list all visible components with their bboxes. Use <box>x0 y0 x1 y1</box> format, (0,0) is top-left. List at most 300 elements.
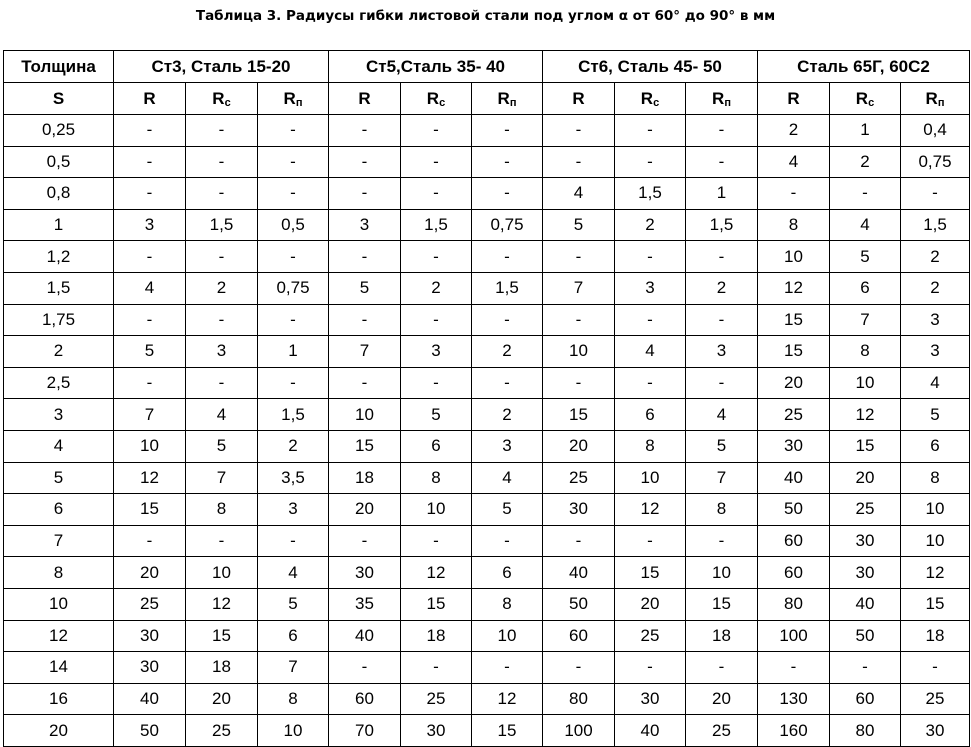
radius-cell: - <box>401 115 472 147</box>
radius-cell: - <box>472 241 543 273</box>
radius-cell: 6 <box>472 557 543 589</box>
thickness-cell: 5 <box>4 462 114 494</box>
radius-cell: 5 <box>186 430 258 462</box>
radius-cell: 12 <box>758 272 830 304</box>
radius-cell: - <box>472 304 543 336</box>
radius-cell: 80 <box>830 715 901 747</box>
radius-cell: 1,5 <box>472 272 543 304</box>
radius-cell: - <box>686 367 758 399</box>
radius-cell: - <box>615 115 686 147</box>
radius-cell: - <box>401 367 472 399</box>
radius-cell: 40 <box>329 620 401 652</box>
radius-cell: 6 <box>615 399 686 431</box>
radius-cell: - <box>329 304 401 336</box>
radius-cell: 100 <box>543 715 615 747</box>
radius-cell: 30 <box>830 525 901 557</box>
header-col-subscript: п <box>937 96 945 109</box>
header-col-base: R <box>426 88 440 108</box>
radius-cell: - <box>258 241 329 273</box>
radius-cell: 12 <box>615 494 686 526</box>
header-col-base: R <box>855 88 869 108</box>
radius-cell: - <box>401 304 472 336</box>
header-group-st6: Ст6, Сталь 45- 50 <box>543 51 758 83</box>
radius-cell: 0,4 <box>901 115 970 147</box>
radius-cell: 7 <box>543 272 615 304</box>
radius-cell: - <box>329 367 401 399</box>
radius-cell: 1,5 <box>401 209 472 241</box>
thickness-cell: 1,5 <box>4 272 114 304</box>
radius-cell: - <box>329 115 401 147</box>
radius-cell: 7 <box>258 652 329 684</box>
radius-cell: 100 <box>758 620 830 652</box>
radius-cell: 20 <box>186 683 258 715</box>
radius-cell: 3 <box>615 272 686 304</box>
radius-cell: 40 <box>830 588 901 620</box>
radius-cell: - <box>258 304 329 336</box>
radius-cell: 5 <box>258 588 329 620</box>
radius-cell: 60 <box>830 683 901 715</box>
thickness-cell: 2 <box>4 336 114 368</box>
radius-cell: 3 <box>472 430 543 462</box>
radius-cell: 1 <box>258 336 329 368</box>
radius-cell: - <box>186 178 258 210</box>
header-col-r <box>329 83 401 115</box>
table-row <box>4 620 970 652</box>
radius-cell: 6 <box>258 620 329 652</box>
radius-cell: 10 <box>615 462 686 494</box>
radius-cell: 4 <box>686 399 758 431</box>
radius-cell: - <box>186 304 258 336</box>
radius-cell: - <box>543 304 615 336</box>
radius-cell: - <box>758 178 830 210</box>
radius-cell: 15 <box>615 557 686 589</box>
radius-cell: 10 <box>901 494 970 526</box>
header-col-subscript: с <box>224 96 231 109</box>
table-row <box>4 525 970 557</box>
radius-cell: 25 <box>758 399 830 431</box>
header-col-rp <box>901 83 970 115</box>
radius-cell: 20 <box>758 367 830 399</box>
radius-cell: 18 <box>686 620 758 652</box>
radius-cell: 50 <box>543 588 615 620</box>
radius-cell: 6 <box>901 430 970 462</box>
radius-cell: 40 <box>114 683 186 715</box>
radius-cell: 12 <box>472 683 543 715</box>
radius-cell: - <box>543 241 615 273</box>
thickness-cell: 14 <box>4 652 114 684</box>
table-row <box>4 241 970 273</box>
table-row <box>4 430 970 462</box>
table-row <box>4 462 970 494</box>
radius-cell: 5 <box>329 272 401 304</box>
header-col-subscript: с <box>439 96 446 109</box>
radius-cell: 7 <box>686 462 758 494</box>
radius-cell: - <box>472 525 543 557</box>
header-col-rc <box>186 83 258 115</box>
header-col-r <box>114 83 186 115</box>
radius-cell: 25 <box>615 620 686 652</box>
radius-cell: 15 <box>401 588 472 620</box>
radius-cell: 10 <box>830 367 901 399</box>
radius-cell: 10 <box>686 557 758 589</box>
radius-cell: 2 <box>258 430 329 462</box>
table-row <box>4 652 970 684</box>
radius-cell: - <box>114 115 186 147</box>
radius-cell: - <box>329 525 401 557</box>
radius-cell: 18 <box>901 620 970 652</box>
table-row <box>4 146 970 178</box>
radius-cell: 15 <box>830 430 901 462</box>
radius-cell: - <box>686 304 758 336</box>
header-col-rp <box>258 83 329 115</box>
radius-cell: 30 <box>615 683 686 715</box>
radius-cell: 2 <box>830 146 901 178</box>
radius-cell: 0,75 <box>901 146 970 178</box>
table-row <box>4 304 970 336</box>
radius-cell: 8 <box>686 494 758 526</box>
thickness-cell: 12 <box>4 620 114 652</box>
radius-cell: 18 <box>401 620 472 652</box>
header-group-st5: Ст5,Сталь 35- 40 <box>329 51 543 83</box>
radius-cell: 160 <box>758 715 830 747</box>
radius-cell: 15 <box>758 304 830 336</box>
radius-cell: - <box>186 525 258 557</box>
header-col-base: R <box>787 88 800 108</box>
radius-cell: 7 <box>186 462 258 494</box>
header-group-st3: Ст3, Сталь 15-20 <box>114 51 329 83</box>
radius-cell: 40 <box>758 462 830 494</box>
header-col-subscript: п <box>295 96 303 109</box>
thickness-cell: 2,5 <box>4 367 114 399</box>
header-col-subscript: с <box>868 96 875 109</box>
header-col-r <box>543 83 615 115</box>
table-caption: Таблица 3. Радиусы гибки листовой стали под углом α от 60° до 90° в мм <box>195 8 776 24</box>
radius-cell: 15 <box>186 620 258 652</box>
radius-cell: 3 <box>686 336 758 368</box>
radius-cell: 1,5 <box>258 399 329 431</box>
radius-cell: 5 <box>114 336 186 368</box>
radius-cell: 30 <box>114 652 186 684</box>
radius-cell: 6 <box>401 430 472 462</box>
radius-cell: - <box>901 652 970 684</box>
radius-cell: 3 <box>901 336 970 368</box>
table-row <box>4 272 970 304</box>
thickness-cell: 4 <box>4 430 114 462</box>
header-col-base: R <box>497 88 510 108</box>
thickness-cell: 20 <box>4 715 114 747</box>
radius-cell: 4 <box>830 209 901 241</box>
radius-cell: 15 <box>686 588 758 620</box>
radius-cell: - <box>114 178 186 210</box>
radius-cell: - <box>401 652 472 684</box>
radius-cell: 25 <box>901 683 970 715</box>
radius-cell: 2 <box>901 241 970 273</box>
radius-cell: 4 <box>114 272 186 304</box>
radius-cell: 20 <box>543 430 615 462</box>
radius-cell: - <box>114 304 186 336</box>
header-col-subscript: с <box>653 96 660 109</box>
header-col-base: R <box>640 88 654 108</box>
header-thickness: Толщина <box>4 51 114 83</box>
radius-cell: 60 <box>329 683 401 715</box>
radius-cell: 3 <box>401 336 472 368</box>
radius-cell: 3 <box>901 304 970 336</box>
radius-cell: - <box>543 115 615 147</box>
radius-cell: 20 <box>686 683 758 715</box>
table-row <box>4 209 970 241</box>
radius-cell: - <box>543 525 615 557</box>
radius-cell: 25 <box>186 715 258 747</box>
thickness-cell: 1 <box>4 209 114 241</box>
thickness-cell: 8 <box>4 557 114 589</box>
radius-cell: - <box>186 146 258 178</box>
radius-cell: 4 <box>543 178 615 210</box>
radius-cell: 3,5 <box>258 462 329 494</box>
radius-cell: 12 <box>830 399 901 431</box>
radius-cell: 4 <box>901 367 970 399</box>
radius-cell: 8 <box>758 209 830 241</box>
radius-cell: - <box>830 652 901 684</box>
table-row <box>4 115 970 147</box>
header-col-subscript: п <box>509 96 517 109</box>
radius-cell: 10 <box>329 399 401 431</box>
radius-cell: 3 <box>114 209 186 241</box>
table-row <box>4 557 970 589</box>
header-group-65g: Сталь 65Г, 60С2 <box>758 51 970 83</box>
radius-cell: 2 <box>472 399 543 431</box>
radius-cell: 80 <box>758 588 830 620</box>
radius-cell: 2 <box>758 115 830 147</box>
radius-cell: 20 <box>329 494 401 526</box>
radius-cell: 5 <box>543 209 615 241</box>
radius-cell: 10 <box>401 494 472 526</box>
radius-cell: 40 <box>543 557 615 589</box>
radius-cell: - <box>114 146 186 178</box>
table-row <box>4 399 970 431</box>
bend-radius-table <box>3 50 970 747</box>
radius-cell: - <box>401 241 472 273</box>
radius-cell: - <box>472 178 543 210</box>
radius-cell: 35 <box>329 588 401 620</box>
header-s: S <box>4 83 114 115</box>
thickness-cell: 10 <box>4 588 114 620</box>
radius-cell: 3 <box>258 494 329 526</box>
radius-cell: - <box>329 652 401 684</box>
radius-cell: 12 <box>901 557 970 589</box>
radius-cell: 25 <box>830 494 901 526</box>
radius-cell: - <box>686 115 758 147</box>
radius-cell: 8 <box>901 462 970 494</box>
radius-cell: 1,5 <box>686 209 758 241</box>
radius-cell: 15 <box>901 588 970 620</box>
radius-cell: 10 <box>114 430 186 462</box>
radius-cell: 60 <box>758 525 830 557</box>
radius-cell: 60 <box>758 557 830 589</box>
radius-cell: 10 <box>186 557 258 589</box>
header-col-subscript: п <box>724 96 731 109</box>
radius-cell: - <box>114 367 186 399</box>
radius-cell: 4 <box>258 557 329 589</box>
radius-cell: 50 <box>758 494 830 526</box>
radius-cell: 2 <box>686 272 758 304</box>
radius-cell: - <box>830 178 901 210</box>
radius-cell: 20 <box>615 588 686 620</box>
radius-cell: - <box>258 367 329 399</box>
radius-cell: 2 <box>401 272 472 304</box>
radius-cell: 10 <box>901 525 970 557</box>
radius-cell: 70 <box>329 715 401 747</box>
header-col-rp <box>472 83 543 115</box>
radius-cell: - <box>615 146 686 178</box>
radius-cell: - <box>472 146 543 178</box>
radius-cell: 8 <box>258 683 329 715</box>
radius-cell: - <box>401 178 472 210</box>
radius-cell: 10 <box>543 336 615 368</box>
radius-cell: 25 <box>401 683 472 715</box>
radius-cell: 20 <box>830 462 901 494</box>
radius-cell: - <box>329 178 401 210</box>
radius-cell: 5 <box>901 399 970 431</box>
radius-cell: 80 <box>543 683 615 715</box>
thickness-cell: 6 <box>4 494 114 526</box>
radius-cell: 6 <box>830 272 901 304</box>
radius-cell: 30 <box>758 430 830 462</box>
radius-cell: 18 <box>186 652 258 684</box>
radius-cell: - <box>472 115 543 147</box>
radius-cell: 2 <box>472 336 543 368</box>
radius-cell: - <box>258 146 329 178</box>
radius-cell: 0,5 <box>258 209 329 241</box>
radius-cell: - <box>615 652 686 684</box>
radius-cell: 15 <box>114 494 186 526</box>
radius-cell: 30 <box>329 557 401 589</box>
radius-cell: - <box>615 304 686 336</box>
thickness-cell: 0,25 <box>4 115 114 147</box>
radius-cell: 12 <box>401 557 472 589</box>
radius-cell: 2 <box>186 272 258 304</box>
radius-cell: 25 <box>114 588 186 620</box>
thickness-cell: 0,5 <box>4 146 114 178</box>
radius-cell: 15 <box>329 430 401 462</box>
thickness-cell: 1,75 <box>4 304 114 336</box>
header-row-columns <box>4 83 970 115</box>
radius-cell: 1,5 <box>186 209 258 241</box>
radius-cell: 50 <box>114 715 186 747</box>
radius-cell: 8 <box>472 588 543 620</box>
radius-cell: 0,75 <box>472 209 543 241</box>
radius-cell: 10 <box>472 620 543 652</box>
radius-cell: 2 <box>901 272 970 304</box>
radius-cell: - <box>615 241 686 273</box>
radius-cell: 2 <box>615 209 686 241</box>
radius-cell: - <box>543 146 615 178</box>
radius-cell: 5 <box>686 430 758 462</box>
thickness-cell: 0,8 <box>4 178 114 210</box>
radius-cell: 8 <box>186 494 258 526</box>
table-row <box>4 588 970 620</box>
table-row <box>4 336 970 368</box>
table-row <box>4 715 970 747</box>
radius-cell: 30 <box>901 715 970 747</box>
radius-cell: 1 <box>830 115 901 147</box>
header-col-rc <box>615 83 686 115</box>
radius-cell: 25 <box>686 715 758 747</box>
radius-cell: - <box>686 652 758 684</box>
radius-cell: 18 <box>329 462 401 494</box>
radius-cell: - <box>329 241 401 273</box>
radius-cell: - <box>686 525 758 557</box>
header-col-base: R <box>712 88 725 108</box>
radius-cell: 30 <box>830 557 901 589</box>
radius-cell: 7 <box>114 399 186 431</box>
radius-cell: 10 <box>258 715 329 747</box>
thickness-cell: 3 <box>4 399 114 431</box>
radius-cell: - <box>686 146 758 178</box>
radius-cell: 8 <box>615 430 686 462</box>
radius-cell: - <box>186 115 258 147</box>
radius-cell: 15 <box>472 715 543 747</box>
table-body <box>4 115 970 747</box>
radius-cell: 4 <box>758 146 830 178</box>
radius-cell: 30 <box>543 494 615 526</box>
radius-cell: 3 <box>329 209 401 241</box>
radius-cell: 1,5 <box>901 209 970 241</box>
radius-cell: 8 <box>830 336 901 368</box>
header-row-groups <box>4 51 970 83</box>
radius-cell: - <box>472 652 543 684</box>
header-col-base: R <box>925 88 938 108</box>
radius-cell: - <box>114 525 186 557</box>
radius-cell: - <box>114 241 186 273</box>
radius-cell: 20 <box>114 557 186 589</box>
radius-cell: - <box>258 525 329 557</box>
radius-cell: - <box>186 241 258 273</box>
radius-cell: 1,5 <box>615 178 686 210</box>
radius-cell: - <box>901 178 970 210</box>
table-row <box>4 683 970 715</box>
radius-cell: 12 <box>186 588 258 620</box>
radius-cell: 1 <box>686 178 758 210</box>
radius-cell: - <box>258 178 329 210</box>
thickness-cell: 7 <box>4 525 114 557</box>
header-col-r <box>758 83 830 115</box>
radius-cell: 3 <box>186 336 258 368</box>
radius-cell: - <box>329 146 401 178</box>
header-col-base: R <box>143 88 156 108</box>
thickness-cell: 1,2 <box>4 241 114 273</box>
radius-cell: 40 <box>615 715 686 747</box>
radius-cell: 4 <box>615 336 686 368</box>
radius-cell: 5 <box>830 241 901 273</box>
radius-cell: - <box>543 367 615 399</box>
radius-cell: - <box>543 652 615 684</box>
radius-cell: 7 <box>830 304 901 336</box>
radius-cell: 30 <box>401 715 472 747</box>
radius-cell: 8 <box>401 462 472 494</box>
radius-cell: 10 <box>758 241 830 273</box>
radius-cell: - <box>615 525 686 557</box>
radius-cell: - <box>686 241 758 273</box>
header-col-rc <box>401 83 472 115</box>
header-col-rc <box>830 83 901 115</box>
radius-cell: 60 <box>543 620 615 652</box>
radius-cell: 130 <box>758 683 830 715</box>
header-col-base: R <box>572 88 585 108</box>
radius-cell: - <box>258 115 329 147</box>
table-row <box>4 494 970 526</box>
radius-cell: - <box>401 525 472 557</box>
table-row <box>4 367 970 399</box>
